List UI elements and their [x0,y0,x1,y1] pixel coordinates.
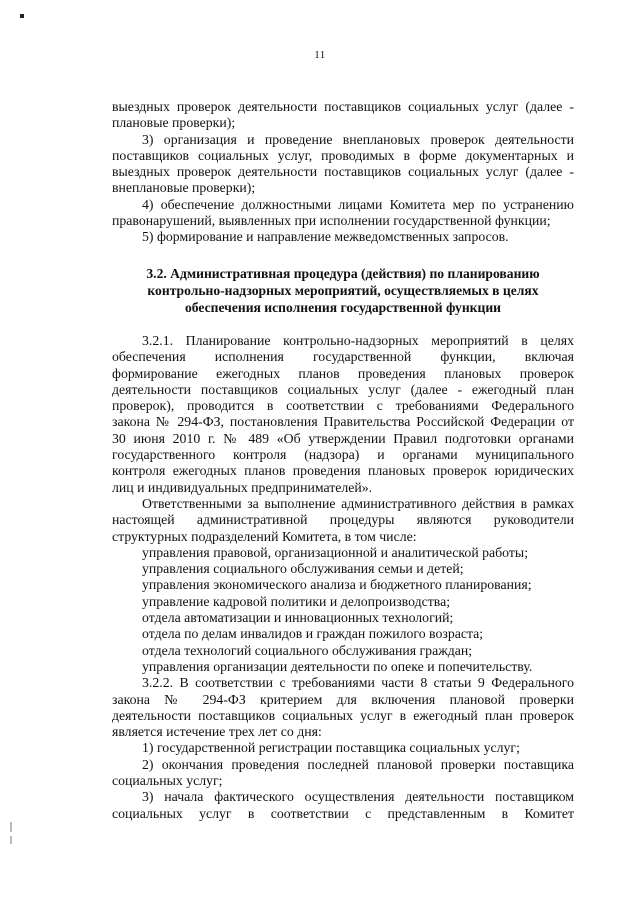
heading-line: обеспечения исполнения государственной функции [185,300,501,315]
text-line: деятельности поставщиков социальных услуг (далее - ежегодный план [112,381,574,397]
text-line: Ответственными за выполнение административного действия в рамках [142,495,574,511]
list-item: управление кадровой политики и делопроизводства; [142,593,451,609]
text-line: 3.2.2. В соответствии с требованиями части 8 статьи 9 Федерального [142,675,574,691]
text-line: 3) начала фактического осуществления деятельности поставщиком [142,789,574,805]
text-line: 4) обеспечение должностными лицами Комитета мер по устранению [142,196,574,212]
text-line: правонарушений, выявленных при исполнении государственной функции; [112,213,551,229]
scan-noise [10,822,12,832]
heading-line: контрольно-надзорных мероприятий, осуществляемых в целях [147,283,539,298]
text-line: формирование ежегодных планов проведения плановых проверок [112,365,574,381]
list-item: отдела автоматизации и инновационных технологий; [142,610,454,626]
text-line: закона № 294-ФЗ критерием для включения плановой проверки [112,691,574,707]
text-line: социальных услуг в соответствии с представленным в Комитет [112,805,574,821]
text-line: лиц и индивидуальных предпринимателей». [112,479,373,495]
text-line: обеспечения исполнения государственной функции, включая [112,349,574,365]
text-line: 2) окончания проведения последней плановой проверки поставщика [142,756,574,772]
text-line: настоящей административной процедуры являются руководители [112,512,574,528]
text-line: 1) государственной регистрации поставщика социальных услуг; [142,740,520,756]
text-line: 3) организация и проведение внеплановых проверок деятельности [142,131,574,147]
text-line: 30 июня 2010 г. № 489 «Об утверждении Правил подготовки органами [112,430,574,446]
text-line: закона № 294-ФЗ, постановления Правительства Российской Федерации от [112,414,574,430]
text-line: проверок), проводится в соответствии с требованиями Федерального [112,398,574,414]
text-line: выездных проверок деятельности поставщиков социальных услуг (далее - [112,99,574,114]
text-line: 5) формирование и направление межведомственных запросов. [142,229,509,245]
text-line: структурных подразделений Комитета, в том числе: [112,528,417,544]
page-number: 11 [314,49,326,61]
text-line: плановые проверки); [112,115,236,131]
text-line: внеплановые проверки); [112,180,256,196]
section-body [112,333,574,822]
text-line: является истечение трех лет со дня: [112,724,322,740]
text-line: деятельности поставщиков социальных услуг в ежегодный план проверок [112,707,574,723]
heading-line: 3.2. Административная процедура (действия) по планированию [146,266,540,281]
text-block-list-continuation [112,99,574,246]
scan-noise [10,836,12,844]
text-line: выездных проверок деятельности поставщиков социальных услуг (далее - [112,164,574,180]
text-line: поставщиков социальных услуг, проводимых в форме документарных и [112,147,574,163]
list-item: управления организации деятельности по опеке и попечительству. [142,658,533,674]
text-line: государственного контроля (надзора) и органами муниципального [112,447,574,463]
text-line: социальных услуг; [112,773,223,789]
list-item: отдела технологий социального обслуживания граждан; [142,642,473,658]
list-item: управления экономического анализа и бюджетного планирования; [142,577,532,593]
list-item: управления правовой, организационной и аналитической работы; [142,544,529,560]
section-heading [112,265,574,316]
list-item: отдела по делам инвалидов и граждан пожилого возраста; [142,626,484,642]
text-line: 3.2.1. Планирование контрольно-надзорных мероприятий в целях [142,333,574,348]
scan-mark [20,14,24,18]
list-item: управления социального обслуживания семьи и детей; [142,561,464,577]
text-line: контроля ежегодных планов проведения плановых проверок юридических [112,463,574,479]
